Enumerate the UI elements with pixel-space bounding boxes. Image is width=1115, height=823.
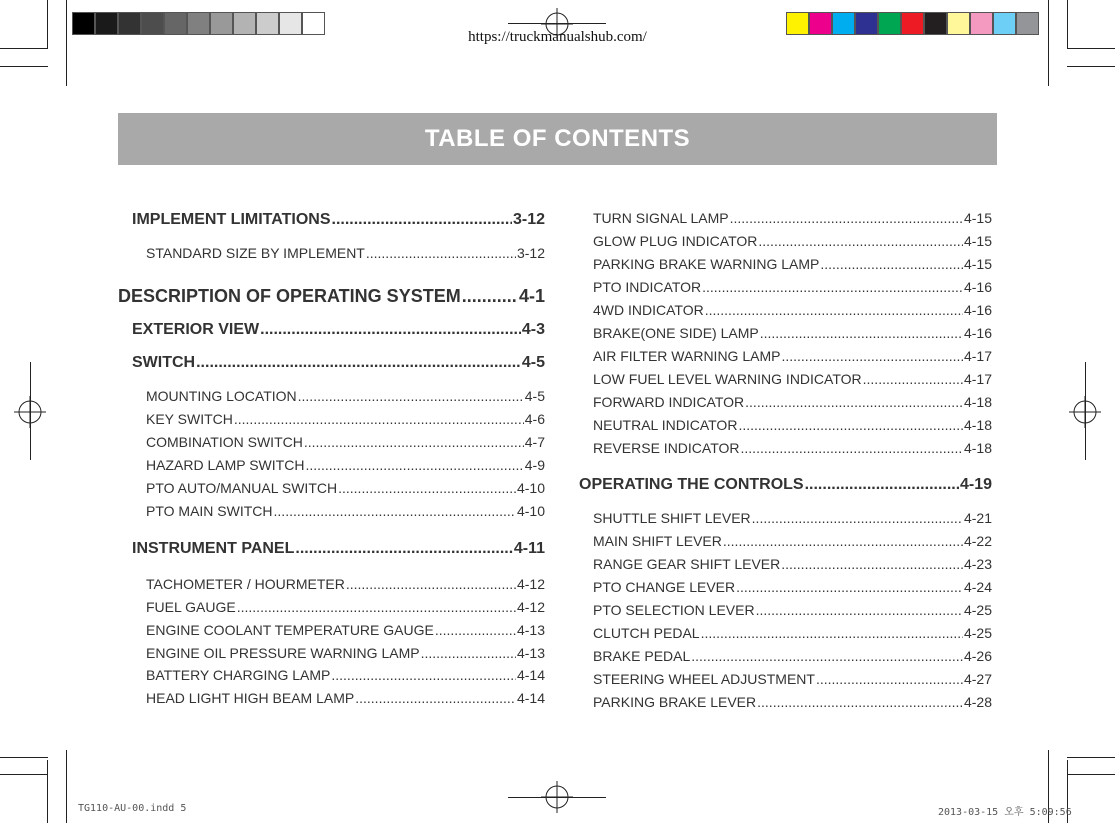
toc-dot-leader [741,440,963,456]
toc-entry[interactable] [593,648,992,664]
toc-entry[interactable] [593,510,992,526]
toc-dot-leader [705,302,963,318]
toc-page-number: 4-3 [521,321,545,338]
toc-entry-title: HEAD LIGHT HIGH BEAM LAMP [146,690,355,706]
toc-dot-leader [701,625,963,641]
toc-page-number: 4-24 [963,579,992,595]
toc-page-number: 4-14 [516,690,545,706]
toc-entry-title: NEUTRAL INDICATOR [593,417,738,433]
toc-entry[interactable] [132,211,545,229]
toc-entry[interactable] [146,622,545,638]
toc-entry[interactable] [593,694,992,710]
toc-page-number: 4-18 [963,440,992,456]
toc-page-number: 4-18 [963,417,992,433]
toc-dot-leader [237,599,516,615]
toc-page-number: 4-17 [963,371,992,387]
toc-page-number: 4-10 [516,480,545,496]
toc-page-number: 4-18 [963,394,992,410]
toc-entry[interactable] [146,411,545,427]
toc-entry[interactable] [579,476,992,494]
toc-dot-leader [752,510,963,526]
toc-entry[interactable] [146,457,545,473]
toc-entry-title: ENGINE COOLANT TEMPERATURE GAUGE [146,622,434,638]
toc-entry-title: INSTRUMENT PANEL [132,540,295,557]
toc-entry-title: PTO SELECTION LEVER [593,602,755,618]
toc-entry-title: IMPLEMENT LIMITATIONS [132,211,331,228]
toc-entry-title: BRAKE(ONE SIDE) LAMP [593,325,759,341]
toc-page-number: 4-19 [959,476,992,493]
crop-mark [508,23,606,24]
toc-entry[interactable] [593,671,992,687]
toc-entry-title: MAIN SHIFT LEVER [593,533,722,549]
toc-dot-leader [760,325,963,341]
toc-entry-title: PTO MAIN SWITCH [146,503,273,519]
toc-entry[interactable] [146,599,545,615]
toc-page-number: 4-9 [524,457,545,473]
toc-entry-title: FORWARD INDICATOR [593,394,745,410]
toc-page-number: 4-21 [963,510,992,526]
toc-entry-title: CLUTCH PEDAL [593,625,700,641]
toc-page-number: 4-27 [963,671,992,687]
toc-page-number: 3-12 [516,245,545,261]
toc-dot-leader [736,579,963,595]
source-url: https://truckmanualshub.com/ [468,29,647,45]
crop-mark [30,362,31,460]
toc-entry-title: MOUNTING LOCATION [146,388,297,404]
toc-dot-leader [260,321,521,339]
crop-mark [1067,757,1115,758]
toc-page-number: 3-12 [512,211,545,228]
toc-dot-leader [757,694,963,710]
toc-dot-leader [781,348,963,364]
toc-page-number: 4-1 [518,286,545,306]
toc-entry[interactable] [593,371,992,387]
toc-entry[interactable] [593,556,992,572]
toc-dot-leader [304,434,524,450]
toc-entry-title: DESCRIPTION OF OPERATING SYSTEM [118,286,461,306]
toc-dot-leader [702,279,963,295]
crop-mark [1067,774,1115,775]
toc-entry-title: SHUTTLE SHIFT LEVER [593,510,751,526]
toc-entry-title: COMBINATION SWITCH [146,434,303,450]
toc-entry[interactable] [132,354,545,372]
toc-entry-title: AIR FILTER WARNING LAMP [593,348,781,364]
toc-entry-title: BATTERY CHARGING LAMP [146,667,331,683]
crop-mark [1085,362,1086,460]
toc-entry[interactable] [593,533,992,549]
crop-mark [1067,66,1115,67]
toc-entry[interactable] [593,325,992,341]
footer-file-info: TG110-AU-00.indd 5 [78,803,187,814]
toc-dot-leader [332,211,512,229]
toc-dot-leader [274,503,516,519]
toc-entry-title: LOW FUEL LEVEL WARNING INDICATOR [593,371,862,387]
toc-page-number: 4-22 [963,533,992,549]
toc-entry[interactable] [593,579,992,595]
toc-page-number: 4-7 [524,434,545,450]
toc-page-number: 4-15 [963,256,992,272]
toc-entry-title: PARKING BRAKE LEVER [593,694,757,710]
toc-dot-leader [691,648,963,664]
crop-mark [1067,48,1115,49]
toc-entry-title: HAZARD LAMP SWITCH [146,457,305,473]
toc-page-number: 4-12 [516,576,545,592]
toc-entry[interactable] [146,667,545,683]
toc-page-number: 4-15 [963,210,992,226]
toc-dot-leader [730,210,963,226]
toc-entry[interactable] [593,348,992,364]
toc-dot-leader [305,457,523,473]
toc-dot-leader [758,233,963,249]
toc-entry[interactable] [146,480,545,496]
toc-page-number: 4-25 [963,602,992,618]
crop-mark [0,48,48,49]
toc-entry-title: ENGINE OIL PRESSURE WARNING LAMP [146,645,420,661]
toc-entry[interactable] [593,417,992,433]
toc-page-number: 4-13 [516,622,545,638]
toc-page-number: 4-12 [516,599,545,615]
toc-page-number: 4-10 [516,503,545,519]
toc-entry[interactable] [593,602,992,618]
toc-dot-leader [816,671,963,687]
toc-dot-leader [863,371,963,387]
toc-entry-title: RANGE GEAR SHIFT LEVER [593,556,781,572]
toc-entry[interactable] [146,645,545,661]
toc-page-number: 4-5 [521,354,545,371]
toc-page-number: 4-16 [963,279,992,295]
toc-dot-leader [331,667,516,683]
toc-dot-leader [196,354,521,372]
toc-entry-title: PTO AUTO/MANUAL SWITCH [146,480,338,496]
toc-page-number: 4-25 [963,625,992,641]
toc-page-number: 4-28 [963,694,992,710]
toc-entry[interactable] [593,210,992,226]
toc-page-number: 4-14 [516,667,545,683]
toc-dot-leader [435,622,516,638]
toc-dot-leader [781,556,963,572]
footer-timestamp: 2013-03-15 오후 5:09:56 [938,807,1072,818]
toc-entry[interactable] [146,434,545,450]
toc-page-number: 4-16 [963,325,992,341]
toc-dot-leader [745,394,963,410]
toc-dot-leader [805,476,959,494]
toc-entry-title: PTO CHANGE LEVER [593,579,736,595]
toc-page-number: 4-6 [524,411,545,427]
toc-dot-leader [295,540,512,558]
toc-entry-title: EXTERIOR VIEW [132,321,260,338]
toc-dot-leader [366,245,516,261]
toc-dot-leader [738,417,963,433]
toc-dot-leader [462,286,518,307]
toc-entry-title: SWITCH [132,354,196,371]
toc-entry-title: PARKING BRAKE WARNING LAMP [593,256,820,272]
toc-entry[interactable] [593,625,992,641]
toc-entry[interactable] [132,540,545,558]
toc-entry-title: STANDARD SIZE BY IMPLEMENT [146,245,365,261]
toc-entry-title: GLOW PLUG INDICATOR [593,233,758,249]
toc-entry[interactable] [146,690,545,706]
crop-mark [508,797,606,798]
toc-page-number: 4-16 [963,302,992,318]
toc-entry[interactable] [146,245,545,261]
toc-entry-title: FUEL GAUGE [146,599,236,615]
toc-dot-leader [756,602,963,618]
toc-entry-title: 4WD INDICATOR [593,302,704,318]
toc-dot-leader [346,576,516,592]
toc-entry-title: TACHOMETER / HOURMETER [146,576,345,592]
toc-dot-leader [338,480,516,496]
toc-entry[interactable] [132,321,545,339]
toc-entry[interactable] [593,302,992,318]
toc-page-number: 4-23 [963,556,992,572]
toc-entry-title: REVERSE INDICATOR [593,440,740,456]
toc-dot-leader [820,256,963,272]
toc-entry[interactable] [146,503,545,519]
toc-dot-leader [723,533,963,549]
toc-page-number: 4-26 [963,648,992,664]
toc-entry[interactable] [593,394,992,410]
toc-entry[interactable] [118,286,545,307]
toc-entry[interactable] [593,256,992,272]
toc-entry[interactable] [146,388,545,404]
crop-mark [0,774,48,775]
toc-entry[interactable] [593,440,992,456]
toc-dot-leader [234,411,524,427]
toc-dot-leader [298,388,524,404]
toc-entry-title: TURN SIGNAL LAMP [593,210,729,226]
toc-page-number: 4-15 [963,233,992,249]
crop-mark [0,66,48,67]
toc-page-number: 4-11 [513,540,545,557]
toc-page-number: 4-5 [524,388,545,404]
toc-entry[interactable] [593,279,992,295]
crop-mark [66,750,67,823]
toc-entry[interactable] [593,233,992,249]
toc-entry-title: BRAKE PEDAL [593,648,691,664]
title-banner [118,113,997,165]
crop-mark [47,760,48,823]
crop-mark [0,757,48,758]
toc-dot-leader [355,690,516,706]
toc-entry[interactable] [146,576,545,592]
toc-dot-leader [421,645,516,661]
toc-entry-title: OPERATING THE CONTROLS [579,476,804,493]
toc-entry-title: STEERING WHEEL ADJUSTMENT [593,671,815,687]
toc-page-number: 4-13 [516,645,545,661]
toc-page-number: 4-17 [963,348,992,364]
page-title: TABLE OF CONTENTS [424,125,691,152]
toc-entry-title: KEY SWITCH [146,411,233,427]
toc-entry-title: PTO INDICATOR [593,279,702,295]
